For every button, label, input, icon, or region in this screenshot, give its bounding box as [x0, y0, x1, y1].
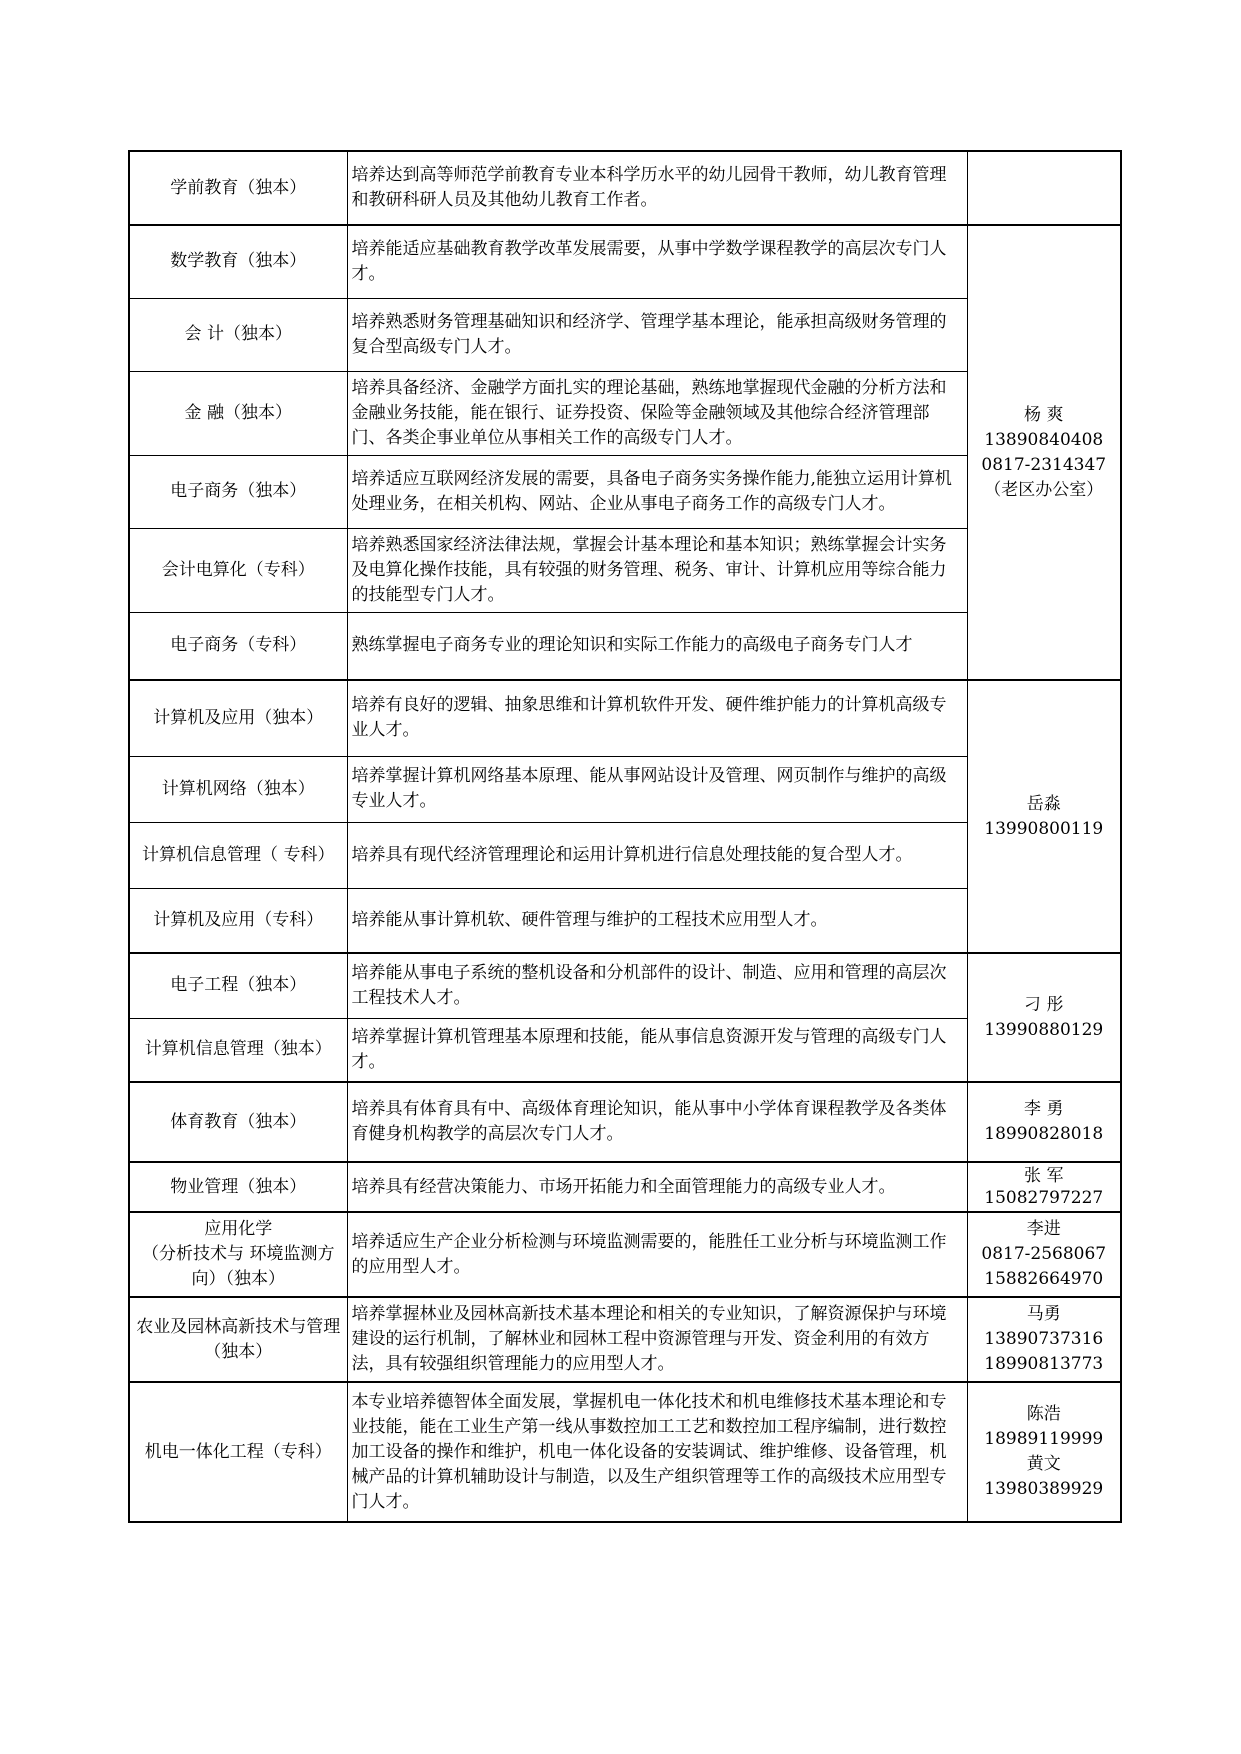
contact-cell	[967, 1212, 1121, 1297]
major-description: 培养具备经济、金融学方面扎实的理论基础，熟练地掌握现代金融的分析方法和金融业务技能，能在银行、证券投资、保险等金融领域及其他综合经济管理部门、各类企事业单位从事相关工作的高级专门人才。	[347, 371, 967, 455]
major-description: 培养能适应基础教育教学改革发展需要，从事中学数学课程教学的高层次专门人才。	[347, 225, 967, 298]
major-name	[129, 1212, 347, 1297]
contact-name: 刁 彤	[1024, 994, 1064, 1015]
table-row	[129, 225, 1121, 298]
major-description: 培养具有现代经济管理理论和运用计算机进行信息处理技能的复合型人才。	[347, 822, 967, 888]
contact-name: 李 勇	[1024, 1099, 1064, 1119]
major-name: 电子商务（独本）	[129, 455, 347, 528]
major-name: 会 计（独本）	[129, 298, 347, 371]
major-description: 培养具有经营决策能力、市场开拓能力和全面管理能力的高级专业人才。	[347, 1162, 967, 1212]
major-description: 培养具有体育具有中、高级体育理论知识，能从事中小学体育课程教学及各类体育健身机构教学的高层次专门人才。	[347, 1082, 967, 1162]
table-row	[129, 680, 1121, 756]
contact-cell	[967, 1082, 1121, 1162]
major-description: 培养能从事计算机软、硬件管理与维护的工程技术应用型人才。	[347, 888, 967, 953]
major-description: 培养适应互联网经济发展的需要，具备电子商务实务操作能力,能独立运用计算机处理业务，在相关机构、网站、企业从事电子商务工作的高级专门人才。	[347, 455, 967, 528]
major-name: 计算机信息管理（ 专科）	[129, 822, 347, 888]
major-name: 物业管理（独本）	[129, 1162, 347, 1212]
table-row	[129, 151, 1121, 225]
table-row	[129, 1082, 1121, 1162]
major-name: 计算机信息管理（独本）	[129, 1018, 347, 1082]
major-name: 计算机及应用（独本）	[129, 680, 347, 756]
major-description: 培养熟悉国家经济法律法规，掌握会计基本理论和基本知识；熟练掌握会计实务及电算化操作技能，具有较强的财务管理、税务、审计、计算机应用等综合能力的技能型专门人才。	[347, 528, 967, 612]
major-name: 电子工程（独本）	[129, 953, 347, 1018]
major-name: 计算机网络（独本）	[129, 756, 347, 822]
major-name: 金 融（独本）	[129, 371, 347, 455]
contact-name: 李进	[1026, 1219, 1061, 1239]
table-row	[129, 953, 1121, 1018]
major-description: 培养适应生产企业分析检测与环境监测需要的，能胜任工业分析与环境监测工作的应用型人才。	[347, 1212, 967, 1297]
major-name: 会计电算化（专科）	[129, 528, 347, 612]
contact-phone: 18989119999	[984, 1429, 1104, 1449]
major-name: 计算机及应用（专科）	[129, 888, 347, 953]
major-name: 机电一体化工程（专科）	[129, 1382, 347, 1522]
contact-cell	[967, 1162, 1121, 1212]
contact-cell	[967, 151, 1121, 225]
table-row	[129, 1162, 1121, 1212]
contact-phone: 13990880129	[984, 1019, 1104, 1040]
contact-name: 张 军	[1024, 1166, 1064, 1186]
contact-name: 黄文	[1026, 1454, 1061, 1474]
contact-cell	[967, 1297, 1121, 1382]
major-description: 培养熟悉财务管理基础知识和经济学、管理学基本理论，能承担高级财务管理的复合型高级专门人才。	[347, 298, 967, 371]
major-description: 培养达到高等师范学前教育专业本科学历水平的幼儿园骨干教师，幼儿教育管理和教研科研人员及其他幼儿教育工作者。	[347, 151, 967, 225]
contact-office: （老区办公室）	[984, 479, 1104, 500]
contact-phone: 0817-2568067	[981, 1244, 1107, 1264]
major-name-line: 应用化学	[204, 1219, 273, 1239]
contact-cell	[967, 680, 1121, 953]
major-description: 培养掌握林业及园林高新技术基本理论和相关的专业知识，了解资源保护与环境建设的运行机制，了解林业和园林工程中资源管理与开发、资金利用的有效方法，具有较强组织管理能力的应用型人才。	[347, 1297, 967, 1382]
contact-cell	[967, 225, 1121, 680]
major-description: 培养有良好的逻辑、抽象思维和计算机软件开发、硬件维护能力的计算机高级专业人才。	[347, 680, 967, 756]
contact-phone: 13990800119	[984, 818, 1104, 839]
major-name: 数学教育（独本）	[129, 225, 347, 298]
contact-name: 岳淼	[1026, 793, 1061, 814]
contact-phone: 0817-2314347	[981, 454, 1107, 475]
table-row	[129, 1297, 1121, 1382]
table-row	[129, 1212, 1121, 1297]
contact-phone: 18990813773	[984, 1354, 1104, 1374]
contact-phone: 13890737316	[984, 1329, 1104, 1349]
major-name-line: （分析技术与 环境监测方向）（独本）	[142, 1244, 335, 1289]
major-name: 电子商务（专科）	[129, 612, 347, 680]
major-description: 熟练掌握电子商务专业的理论知识和实际工作能力的高级电子商务专门人才	[347, 612, 967, 680]
program-table	[128, 150, 1122, 1523]
contact-cell	[967, 1382, 1121, 1522]
major-name: 学前教育（独本）	[129, 151, 347, 225]
major-description: 培养能从事电子系统的整机设备和分机部件的设计、制造、应用和管理的高层次工程技术人才。	[347, 953, 967, 1018]
table-row	[129, 1382, 1121, 1522]
contact-name: 杨 爽	[1024, 404, 1064, 425]
major-description: 培养掌握计算机管理基本原理和技能，能从事信息资源开发与管理的高级专门人才。	[347, 1018, 967, 1082]
contact-name: 陈浩	[1026, 1404, 1061, 1424]
major-description: 培养掌握计算机网络基本原理、能从事网站设计及管理、网页制作与维护的高级专业人才。	[347, 756, 967, 822]
major-name: 体育教育（独本）	[129, 1082, 347, 1162]
contact-phone: 15082797227	[984, 1188, 1104, 1208]
major-name: 农业及园林高新技术与管理（独本）	[129, 1297, 347, 1382]
major-description: 本专业培养德智体全面发展，掌握机电一体化技术和机电维修技术基本理论和专业技能，能在工业生产第一线从事数控加工工艺和数控加工程序编制，进行数控加工设备的操作和维护，机电一体化设备的安装调试、维护维修、设备管理，机械产品的计算机辅助设计与制造，以及生产组织管理等工作的高级技术应用型专门人才。	[347, 1382, 967, 1522]
contact-phone: 18990828018	[984, 1124, 1104, 1144]
contact-cell	[967, 953, 1121, 1082]
contact-name: 马勇	[1026, 1304, 1061, 1324]
contact-phone: 15882664970	[984, 1269, 1104, 1289]
contact-phone: 13890840408	[984, 429, 1104, 450]
contact-phone: 13980389929	[984, 1479, 1104, 1499]
